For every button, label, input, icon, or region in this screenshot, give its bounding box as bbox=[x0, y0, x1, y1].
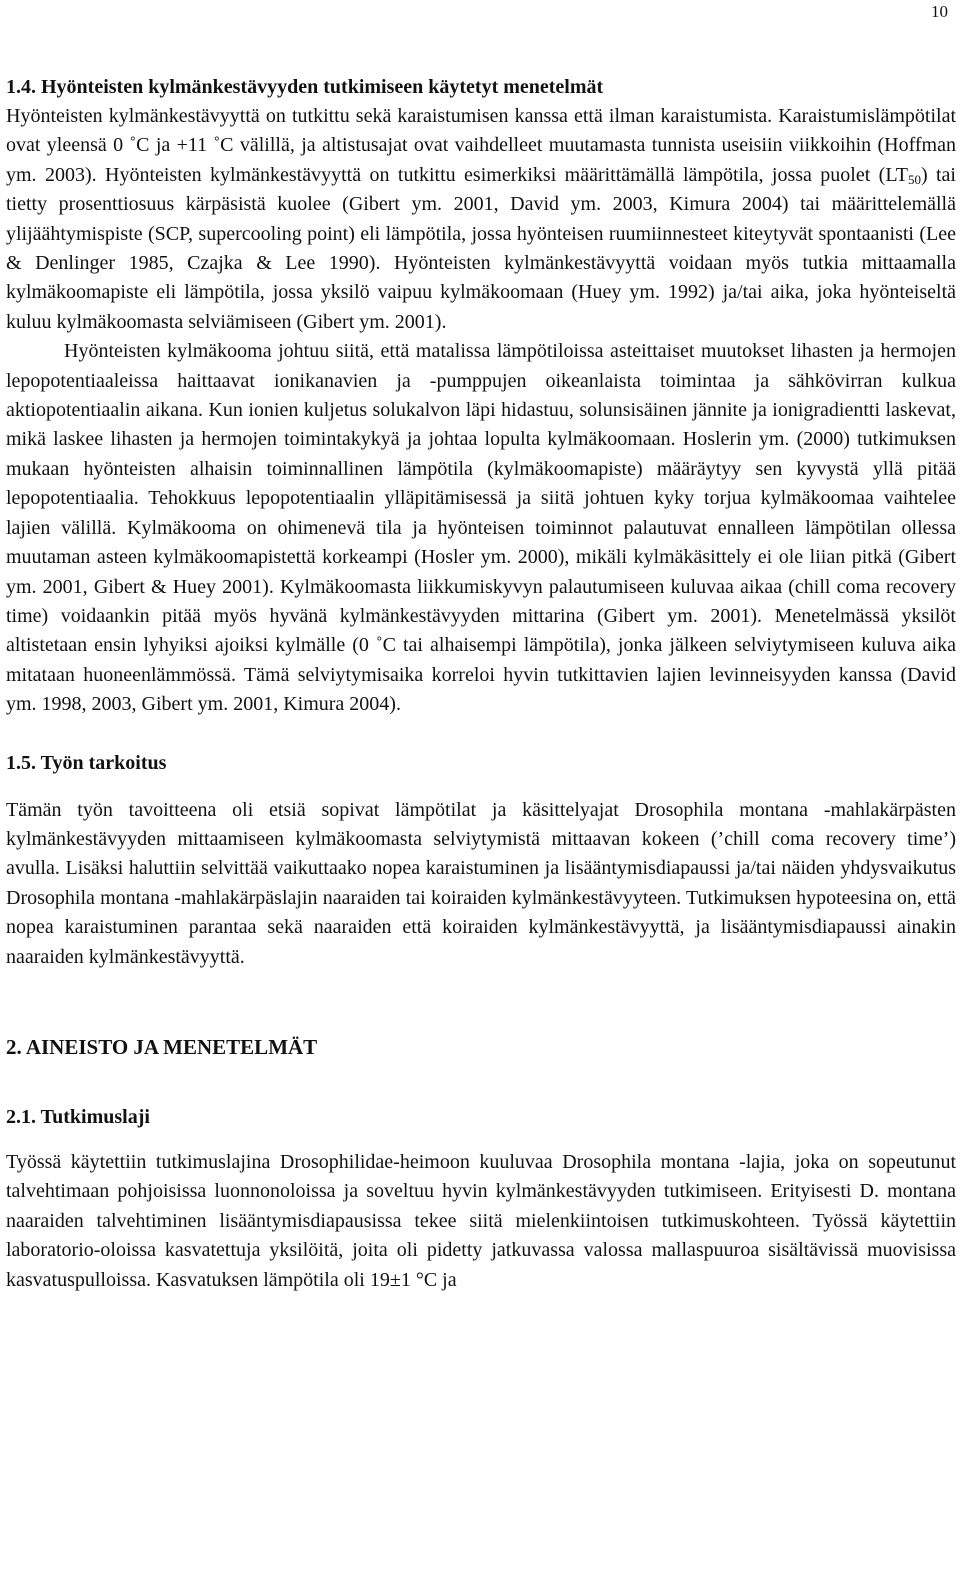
section-2-1 bbox=[6, 1102, 956, 1295]
section-1-5 bbox=[6, 748, 956, 972]
lt-subscript: 50 bbox=[907, 171, 921, 187]
section-heading-1-4: 1.4. Hyönteisten kylmänkestävyyden tutkimiseen käytetyt menetelmät bbox=[6, 76, 604, 98]
section-heading-2-1: 2.1. Tutkimuslaji bbox=[6, 1105, 150, 1128]
page-number: 10 bbox=[931, 2, 948, 21]
paragraph-text-cont: ) tai tietty prosenttiosuus kärpäsistä kuolee (Gibert ym. 2001, David ym. 2003, Kimura 2004) tai määrittelemällä ylijäähtymispiste (SCP, supercooling point) eli lämpötila, jossa hyönteisen ruumiinnesteet kiteytyvät spontaanisti (Lee & Denlinger 1985, Czajka & Lee 1990). Hyönteisten kylmänkestävyyttä voidaan myös tutkia mittaamalla kylmäkoomapiste eli lämpötila, jossa yksilö vaipuu kylmäkoomaan (Huey ym. 1992) ja/tai aika, joka hyönteiseltä kuluu kylmäkoomasta selviämiseen (Gibert ym. 2001). bbox=[6, 163, 956, 333]
paragraph-methods-overview bbox=[6, 102, 956, 337]
section-2 bbox=[6, 1032, 956, 1062]
paragraph-text: Hyönteisten kylmänkestävyyttä on tutkittu sekä karaistumisen kanssa että ilman karaistumista. Karaistumislämpötilat ovat yleensä 0 ˚C ja +11 ˚C välillä, ja altistusajat ovat vaihdelleet muutamasta tunnista useisiin viikkoihin (Hoffman ym. 2003). Hyönteisten kylmänkestävyyttä on tutkittu esimerkiksi määrittämällä lämpötila, jossa puolet (LT bbox=[6, 105, 956, 186]
section-heading-2: 2. AINEISTO JA MENETELMÄT bbox=[6, 1034, 318, 1059]
document-body bbox=[6, 72, 956, 1295]
section-heading-1-5: 1.5. Työn tarkoitus bbox=[6, 751, 167, 774]
section-1-4 bbox=[6, 72, 956, 720]
paragraph-aims: Tämän työn tavoitteena oli etsiä sopivat lämpötilat ja käsittelyajat Drosophila montana -mahlakärpästen kylmänkestävyyden mittaamiseen kylmäkoomasta selviytymistä mittaavan kokeen (’chill coma recovery time’) avulla. Lisäksi haluttiin selvittää vaikuttaako nopea karaistuminen ja lisääntymisdiapaussi ja/tai näiden yhdysvaikutus Drosophila montana -mahlakärpäslajin naaraiden tai koiraiden kylmänkestävyyteen. Tutkimuksen hypoteesina on, että nopea karaistuminen parantaa sekä naaraiden että koiraiden kylmänkestävyyttä, ja lisääntymisdiapaussi ainakin naaraiden kylmänkestävyyttä. bbox=[6, 798, 956, 968]
paragraph-study-species: Työssä käytettiin tutkimuslajina Drosophilidae-heimoon kuuluvaa Drosophila montana -lajia, joka on sopeutunut talvehtimaan pohjoisissa luonnonoloissa ja soveltuu hyvin kylmänkestävyyden tutkimiseen. Erityisesti D. montana naaraiden talvehtiminen lisääntymisdiapausissa tekee siitä mielenkiintoisen tutkimuskohteen. Työssä käytettiin laboratorio-oloissa kasvatettuja yksilöitä, joita oli pidetty jatkuvassa valossa mallaspuuroa sisältävissä muovisissa kasvatuspulloissa. Kasvatuksen lämpötila oli 19±1 °C ja bbox=[6, 1150, 956, 1291]
paragraph-chill-coma: Hyönteisten kylmäkooma johtuu siitä, että matalissa lämpötiloissa asteittaiset muutokset lihasten ja hermojen lepopotentiaaleissa haittaavat ionikanavien ja -pumppujen oikeanlaista toimintaa ja sähkövirran kulkua aktiopotentiaalin aikana. Kun ionien kuljetus solukalvon läpi hidastuu, solunsisäinen jännite ja ionigradientti laskevat, mikä laskee lihasten ja hermojen toimintakykyä ja johtaa lopulta kylmäkoomaan. Hoslerin ym. (2000) tutkimuksen mukaan hyönteisten alhaisin toiminnallinen lämpötila (kylmäkoomapiste) määräytyy sen kyvystä yllä pitää lepopotentiaalia. Tehokkuus lepopotentiaalin ylläpitämisessä ja siitä johtuen kyky torjua kylmäkoomaa vaihtelee lajien välillä. Kylmäkooma on ohimenevä tila ja hyönteisen toiminnot palautuvat ennalleen lämpötilan ollessa muutaman asteen kylmäkoomapistettä korkeampi (Hosler ym. 2000), mikäli kylmäkäsittely ei ole liian pitkä (Gibert ym. 2001, Gibert & Huey 2001). Kylmäkoomasta liikkumiskyvyn palautumiseen kuluvaa aikaa (chill coma recovery time) voidaankin pitää myös hyvänä kylmänkestävyyden mittarina (Gibert ym. 2001). Menetelmässä yksilöt altistetaan ensin lyhyiksi ajoiksi kylmälle (0 ˚C tai alhaisempi lämpötila), jonka jälkeen selviytymiseen kuluva aika mitataan huoneenlämmössä. Tämä selviytymisaika korreloi hyvin tutkittavien lajien levinneisyyden kanssa (David ym. 1998, 2003, Gibert ym. 2001, Kimura 2004). bbox=[6, 340, 956, 716]
